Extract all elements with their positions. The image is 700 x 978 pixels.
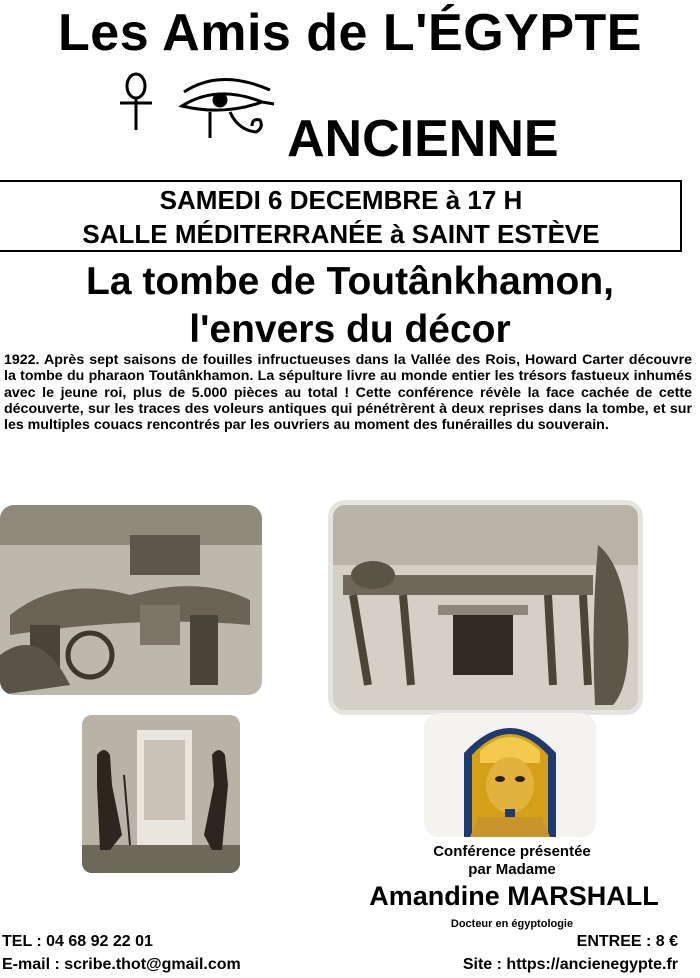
hieroglyph-group [112,70,282,180]
entry-price: ENTREE : 8 € [576,933,678,950]
talk-title: La tombe de Toutânkhamon, [86,260,614,303]
eye-of-horus-icon [182,79,274,138]
speaker-credential: Docteur en égyptologie [450,918,574,930]
event-date: SAMEDI 6 DECEMBRE à 17 H [159,185,523,215]
golden-mask-photo [424,713,596,837]
poster-title: Les Amis de L'ÉGYPTE [58,4,642,62]
contact-email: E-mail : scribe.thot@gmail.com [2,956,241,973]
poster-title-continued: ANCIENNE [287,110,559,168]
talk-description: 1922. Après sept saisons de fouilles infructueuses dans la Vallée des Rois, Howard Carter découvre la tombe du pharaon Toutânkhamon. La sépulture livre au monde entier les trésors fastueux inhumés avec le jeune roi, plus de 5.000 pièces au total ! Cette conférence révèle la face cachée de cette découverte, sur les traces des voleurs antiques qui pénétrèrent à deux reprises dans la tombe, et sur les multiples couacs rencontrés par les ouvriers au moment des funérailles du souverain. [4,352,692,434]
burial-chamber-door-photo [82,715,240,873]
event-venue: SALLE MÉDITERRANÉE à SAINT ESTÈVE [82,219,600,249]
contact-phone: TEL : 04 68 92 22 01 [2,933,153,950]
speaker-intro: Conférence présentée [433,843,591,860]
contact-website: Site : https://ancienegypte.fr [462,956,678,973]
tomb-antechamber-photo [0,505,262,695]
talk-subtitle: l'envers du décor [189,308,511,351]
speaker-intro-continued: par Madame [468,861,556,878]
funerary-bed-photo [333,505,638,710]
speaker-name: Amandine MARSHALL [369,881,659,911]
ankh-icon [120,74,152,130]
